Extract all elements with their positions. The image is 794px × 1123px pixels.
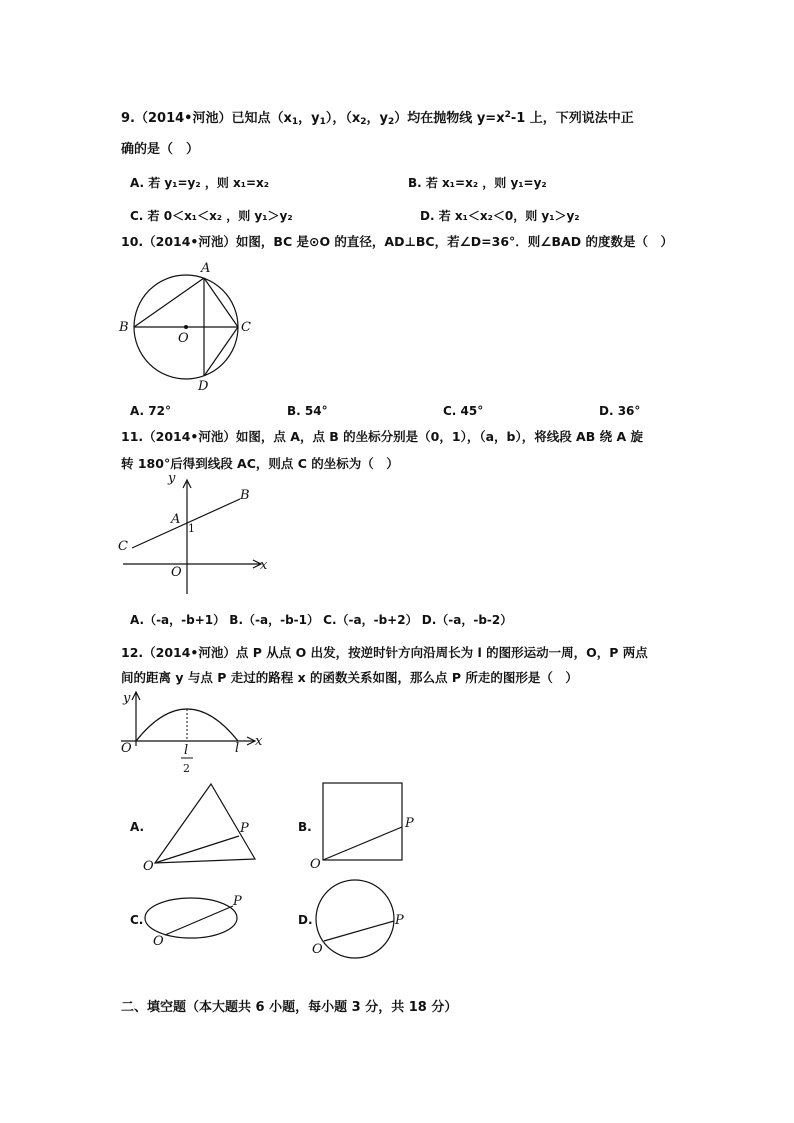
segment-ac [204, 278, 238, 327]
q10-option-b: B. 54° [287, 404, 328, 418]
q9-stem-line1: 9.（2014•河池）已知点（$x_1$，$y_1$），（$x_2$，$y_2$）均在抛物线 $y=x^2-1$ 上，下列说法中正 [121, 110, 634, 127]
label-c: C [241, 320, 251, 335]
label-b: B [240, 488, 250, 503]
label-p: P [395, 913, 404, 928]
segment-cb [132, 499, 240, 548]
label-o: O [143, 859, 154, 874]
q9-option-d: D. 若 x₁＜x₂＜0，则 y₁＞y₂ [420, 209, 580, 223]
label-p: P [405, 816, 414, 831]
label-y: y [123, 691, 131, 706]
q11-stem-line2: 转 180°后得到线段 AC，则点 C 的坐标为（ ） [121, 456, 399, 471]
segment-ba [134, 278, 204, 327]
label-o: O [171, 565, 182, 580]
center-dot [184, 325, 188, 329]
q12-option-d-label: D. [298, 913, 313, 927]
q9-stem-line2: 确的是（ ） [121, 142, 200, 157]
q12-option-a-label: A. [130, 820, 145, 834]
label-y: y [168, 471, 176, 486]
q12-option-c-label: C. [130, 913, 144, 927]
q12-option-b-label: B. [298, 820, 312, 834]
segment-op [324, 921, 394, 941]
label-o: O [121, 741, 132, 756]
q10-stem: 10.（2014•河池）如图，BC 是⊙O 的直径，AD⊥BC，若∠D=36°．则∠BAD 的度数是（ ） [121, 234, 673, 249]
q9-option-c: C. 若 0＜x₁＜x₂ ，则 y₁＞y₂ [130, 209, 293, 223]
q11-options: A.（-a，-b+1） B.（-a，-b-1） C.（-a，-b+2） D.（-a，-b-2） [130, 613, 513, 627]
segment-op [165, 906, 233, 935]
label-o: O [178, 331, 189, 346]
q11-stem-line1: 11.（2014•河池）如图，点 A，点 B 的坐标分别是（0，1），（a，b），将线段 AB 绕 A 旋 [121, 429, 643, 444]
q12-stem-line2: 间的距离 y 与点 P 走过的路程 x 的函数关系如图，那么点 P 所走的图形是（ ） [121, 670, 578, 685]
label-c: C [118, 539, 128, 554]
label-a: A [201, 261, 211, 276]
ellipse-shape [145, 898, 237, 938]
label-o: O [153, 934, 164, 949]
section-2-heading: 二、填空题（本大题共 6 小题，每小题 3 分，共 18 分） [121, 1000, 458, 1015]
q12-option-a-triangle [140, 775, 270, 875]
q12-option-d-circle [308, 875, 428, 965]
label-one: 1 [188, 522, 195, 535]
q12-stem-line1: 12.（2014•河池）点 P 从点 O 出发，按逆时针方向沿周长为 l 的图形运动一周，O，P 两点 [121, 645, 648, 660]
q10-option-c: C. 45° [443, 404, 484, 418]
q12-option-c-ellipse [140, 890, 260, 950]
q11-coordinate-figure [115, 472, 275, 602]
q12-option-b-square [310, 775, 430, 875]
circle-shape [316, 880, 394, 958]
label-d: D [198, 379, 209, 394]
label-l: l [235, 741, 240, 756]
q10-option-a: A. 72° [130, 404, 171, 418]
label-half-denominator: 2 [183, 762, 190, 775]
segment-op [155, 836, 239, 863]
segment-dc [204, 327, 238, 376]
label-o: O [312, 942, 323, 957]
label-p: P [240, 821, 249, 836]
label-a: A [171, 512, 181, 527]
q12-function-graph [115, 688, 275, 780]
label-p: P [233, 894, 242, 909]
segment-op [323, 827, 402, 860]
q10-circle-figure [115, 258, 265, 398]
q9-option-a: A. 若 y₁=y₂ ，则 x₁=x₂ [130, 176, 270, 190]
q9-option-b: B. 若 x₁=x₂ ，则 y₁=y₂ [408, 176, 547, 190]
label-half-numerator: l [184, 743, 189, 758]
label-o: O [310, 857, 321, 872]
label-x: x [260, 558, 268, 573]
square-shape [323, 783, 402, 860]
q10-option-d: D. 36° [599, 404, 641, 418]
label-b: B [119, 320, 129, 335]
label-x: x [255, 734, 263, 749]
